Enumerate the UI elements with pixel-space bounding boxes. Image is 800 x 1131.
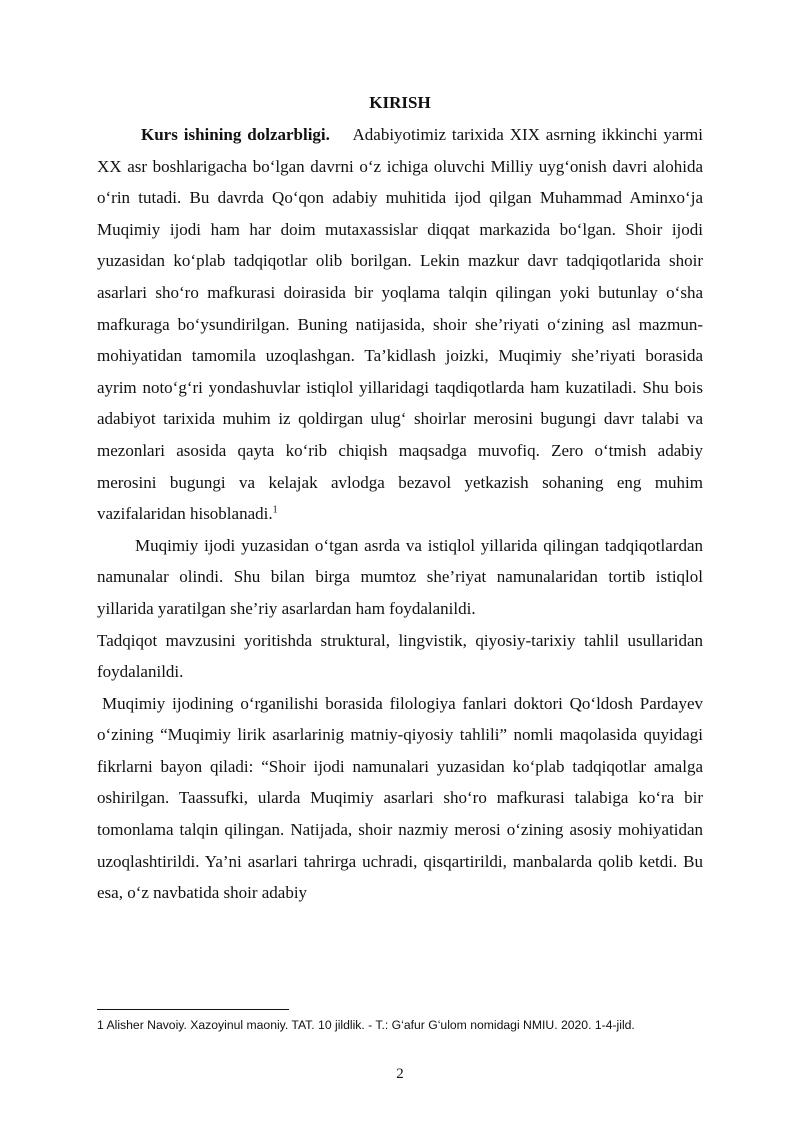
footnote-reference[interactable]: 1 xyxy=(272,504,278,516)
page-number: 2 xyxy=(396,1066,404,1082)
paragraph-relevance xyxy=(97,119,703,530)
footnote-divider xyxy=(97,1009,289,1010)
page-body xyxy=(97,93,703,909)
relevance-heading: Kurs ishining dolzarbligi. xyxy=(141,125,330,144)
page-title: KIRISH xyxy=(369,93,431,112)
paragraph-literature-review: Muqimiy ijodining o‘rganilishi borasida filologiya fanlari doktori Qo‘ldosh Pardayev o‘zining “Muqimiy lirik asarlarinig matniy-qiyosiy tahlili” nomli maqolasida quyidagi fikrlarni bayon qiladi: “Shoir ijodi namunalari yuzasidan ko‘plab tadqiqotlar amalga oshirilgan. Taassufki, ularda Muqimiy asarlari sho‘ro mafkurasi talabiga ko‘ra bir tomonlama talqin qilingan. Natijada, shoir nazmiy merosi o‘zining asosiy mohiyatidan uzoqlashtirildi. Ya’ni asarlari tahrirga uchradi, qisqartirildi, manbalarda qolib ketdi. Bu esa, o‘z navbatida shoir adabiy xyxy=(97,693,703,903)
relevance-text: Adabiyotimiz tarixida XIX asrning ikkinchi yarmi XX asr boshlarigacha bo‘lgan davrni o‘z ichiga oluvchi Milliy uyg‘onish davri alohida o‘rin tutadi. Bu davrda Qo‘qon adabiy muhitida ijod qilgan Muhammad Aminxo‘ja Muqimiy ijodi ham har doim mutaxassislar diqqat markazida bo‘lgan. Shoir ijodi yuzasidan ko‘plab tadqiqotlar olib borilgan. Lekin mazkur davr tadqiqotlarida shoir asarlari sho‘ro mafkurasi doirasida bir yoqlama talqin qilingan yoki butunlay o‘sha mafkuraga bo‘ysundirilgan. Buning natijasida, shoir she’riyati o‘zining asl mazmun-mohiyatidan tamomila uzoqlashgan. Ta’kidlash joizki, Muqimiy she’riyati borasida ayrim noto‘g‘ri yondashuvlar istiqlol yillaridagi taqdiqotlarda ham kuzatiladi. Shu bois adabiyot tarixida muhim iz qoldirgan ulug‘ shoirlar merosini bugungi davr talabi va mezonlari asosida qayta ko‘rib chiqish maqsadga muvofiq. Zero o‘tmish adabiy merosini bugungi va kelajak avlodga bezavol yetkazish sohaning eng muhim vazifalaridan hisoblanadi. xyxy=(97,125,703,524)
paragraph-sources: Muqimiy ijodi yuzasidan o‘tgan asrda va istiqlol yillarida qilingan tadqiqotlardan namunalar olindi. Shu bilan birga mumtoz she’riyat namunalaridan tortib istiqlol yillarida yaratilgan she’riy asarlardan ham foydalanildi. xyxy=(97,535,703,618)
footnote-text: Alisher Navoiy. Xazoyinul maoniy. TAT. 10 jildlik. - T.: G‘afur G‘ulom nomidagi NMIU. 2020. 1-4-jild. xyxy=(106,1018,635,1032)
footnote-number: 1 xyxy=(97,1018,104,1032)
paragraph-methods: Tadqiqot mavzusini yoritishda struktural, lingvistik, qiyosiy-tarixiy tahlil usullaridan foydalanildi. xyxy=(97,630,703,682)
footnote xyxy=(97,1016,717,1034)
